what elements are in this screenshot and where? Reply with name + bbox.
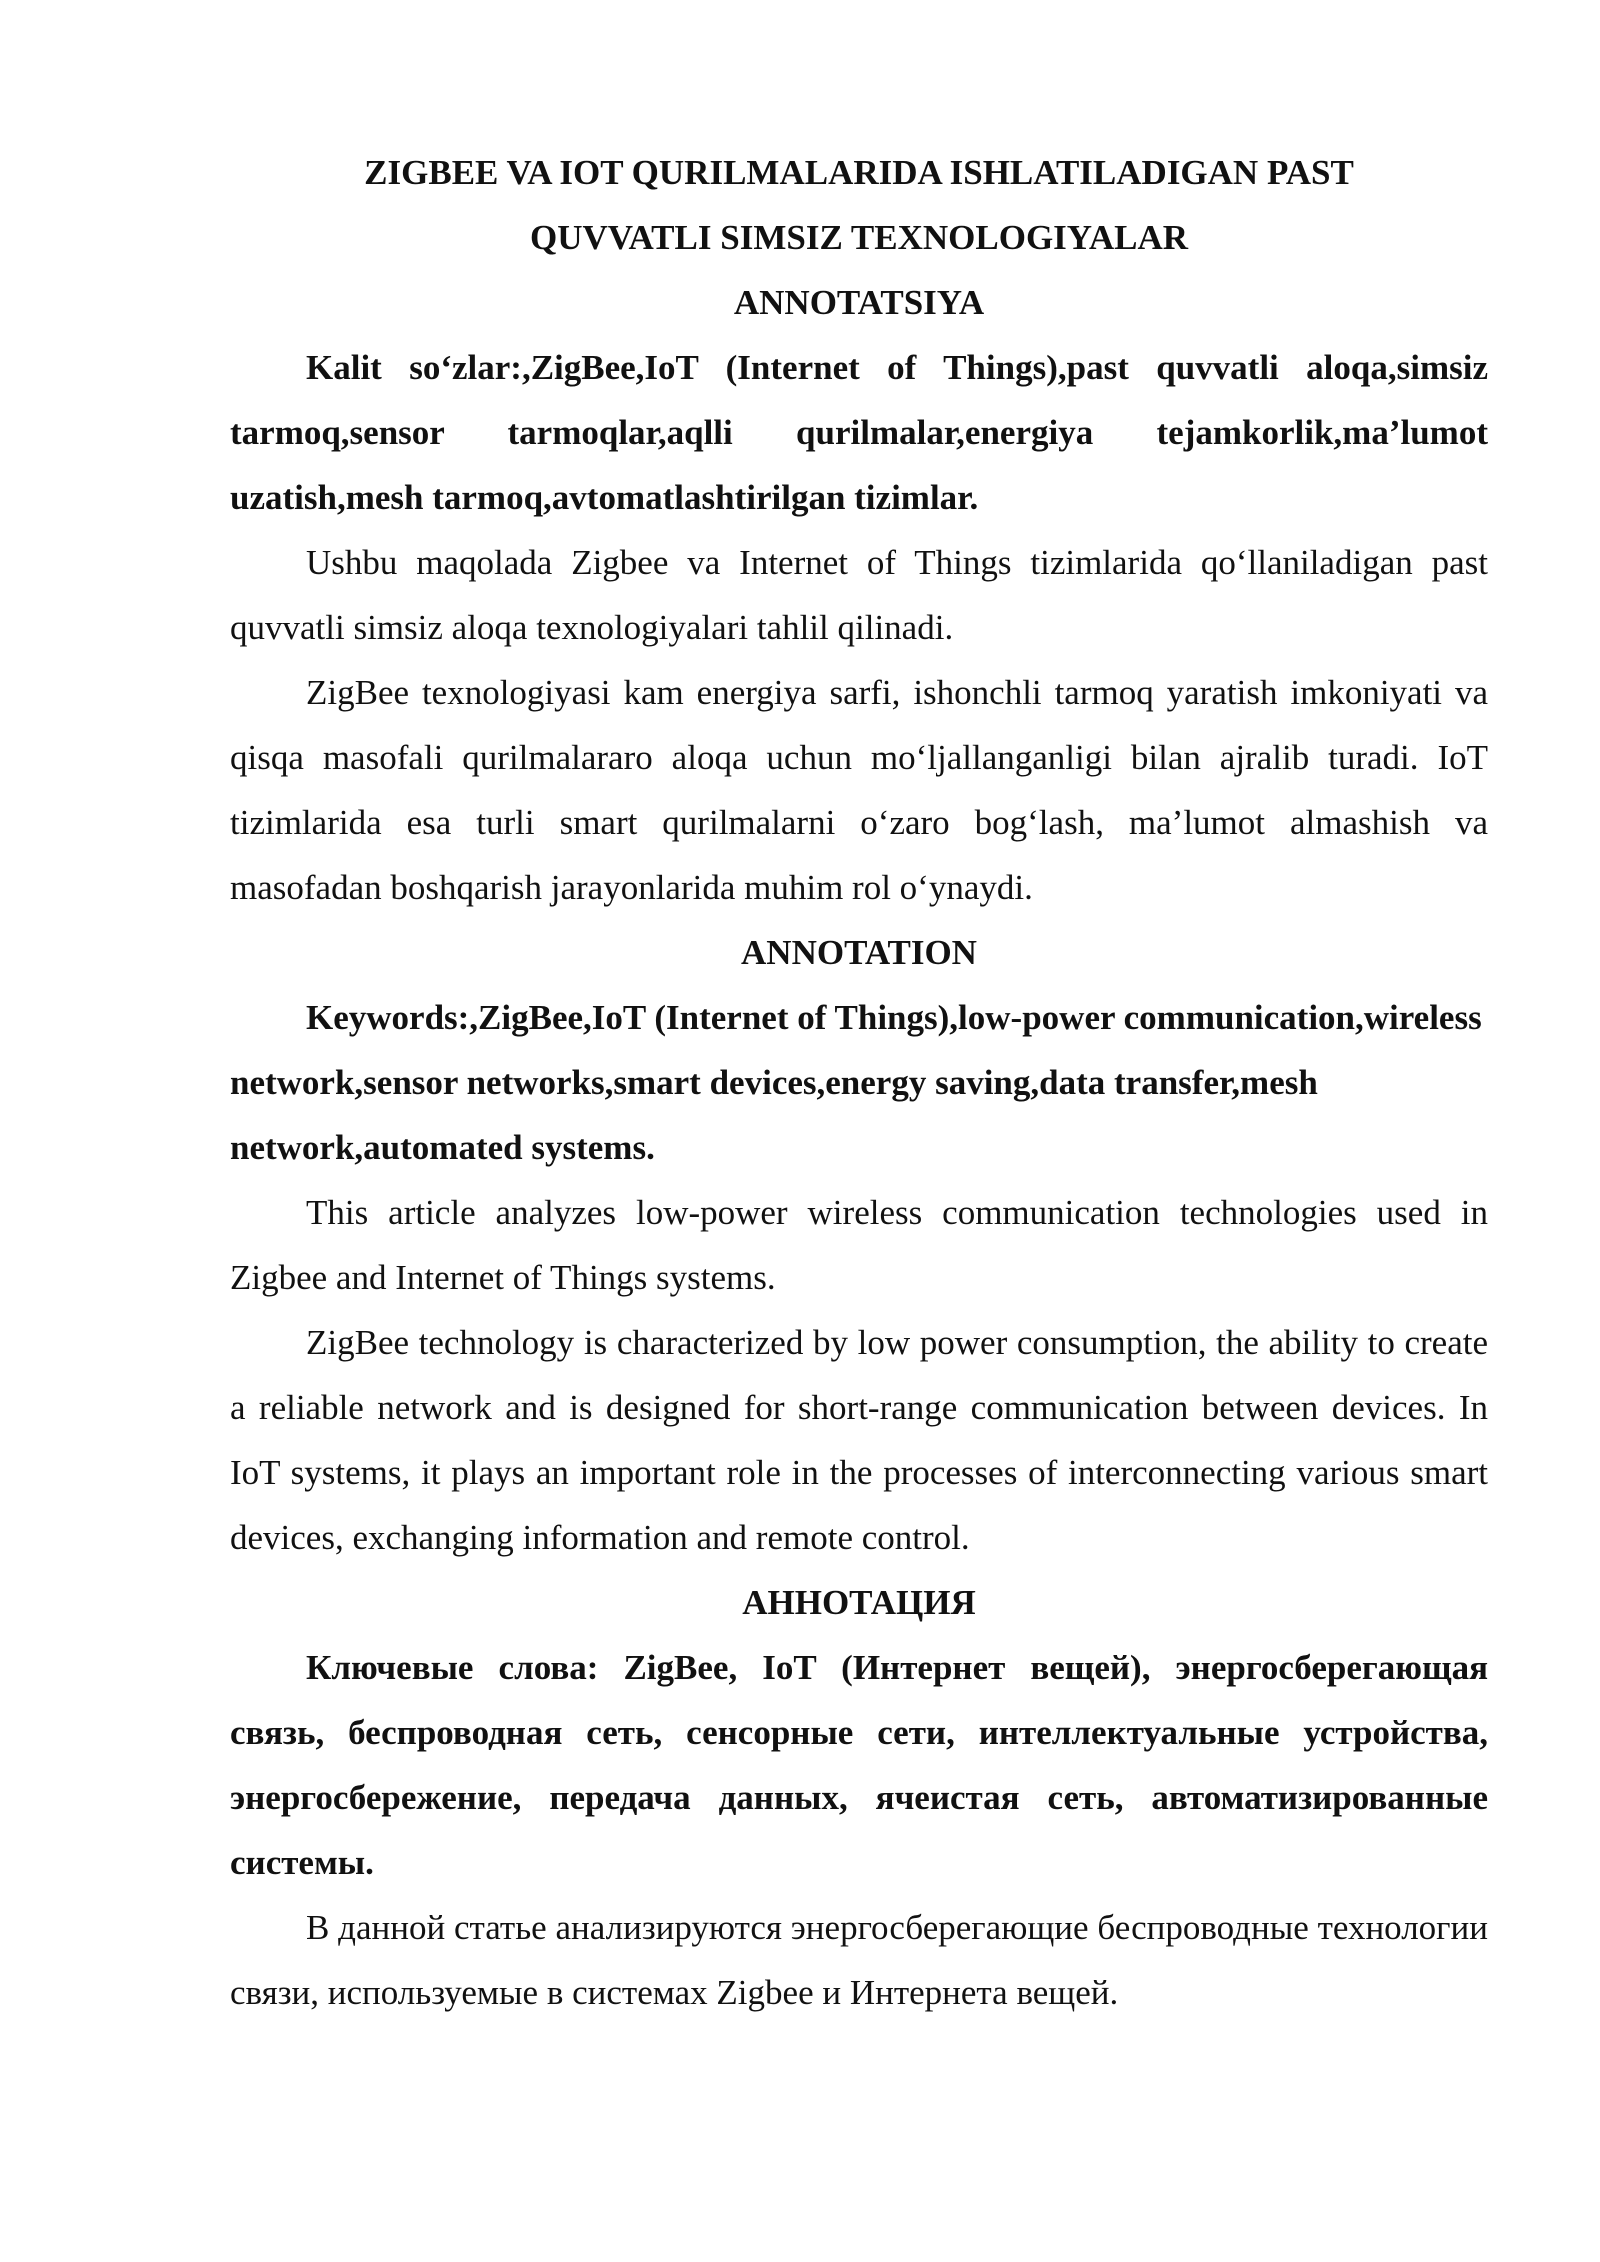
paragraph-en-2: ZigBee technology is characterized by low power consumption, the ability to create a reliable network and is designed for short-range communication between devices. In IoT systems, it plays an important role in the processes of interconnecting various smart devices, exchanging information and remote control. xyxy=(230,1323,1488,1557)
paragraph-uz-2: ZigBee texnologiyasi kam energiya sarfi, ishonchli tarmoq yaratish imkoniyati va qisqa masofali qurilmalararo aloqa uchun mo‘ljallanganligi bilan ajralib turadi. IoT tizimlarida esa turli smart qurilmalarni o‘zaro bog‘lash, ma’lumot almashish va masofadan boshqarish jarayonlarida muhim rol o‘ynaydi. xyxy=(230,673,1488,907)
paragraph-uz-1: Ushbu maqolada Zigbee va Internet of Things tizimlarida qo‘llaniladigan past quvvatli simsiz aloqa texnologiyalari tahlil qilinadi. xyxy=(230,543,1488,647)
heading-annotatsiya: ANNOTATSIYA xyxy=(733,283,985,322)
paragraph-en-1: This article analyzes low-power wireless communication technologies used in Zigbee and Internet of Things systems. xyxy=(230,1193,1488,1297)
heading-annotation: ANNOTATION xyxy=(741,933,977,972)
keywords-en: Keywords:,ZigBee,IoT (Internet of Things),low-power communication,wireless network,sensor networks,smart devices,energy saving,data transfer,mesh network,automated systems. xyxy=(230,998,1482,1167)
document-page xyxy=(230,140,1488,2025)
heading-annotatsiya-ru: АННОТАЦИЯ xyxy=(742,1583,976,1622)
title-line-2: QUVVATLI SIMSIZ TEXNOLOGIYALAR xyxy=(529,218,1189,257)
keywords-ru: Ключевые слова: ZigBee, IoT (Интернет вещей), энергосберегающая связь, беспроводная сеть, сенсорные сети, интеллектуальные устройства, энергосбережение, передача данных, ячеистая сеть, автоматизированные системы. xyxy=(230,1648,1488,1882)
paragraph-ru-1: В данной статье анализируются энергосберегающие беспроводные технологии связи, используемые в системах Zigbee и Интернета вещей. xyxy=(230,1908,1488,2012)
title-line-1: ZIGBEE VA IOT QURILMALARIDA ISHLATILADIGAN PAST xyxy=(364,153,1354,192)
keywords-uz: Kalit so‘zlar:,ZigBee,IoT (Internet of Things),past quvvatli aloqa,simsiz tarmoq,sensor tarmoqlar,aqlli qurilmalar,energiya tejamkorlik,ma’lumot uzatish,mesh tarmoq,avtomatlashtirilgan tizimlar. xyxy=(230,348,1488,517)
